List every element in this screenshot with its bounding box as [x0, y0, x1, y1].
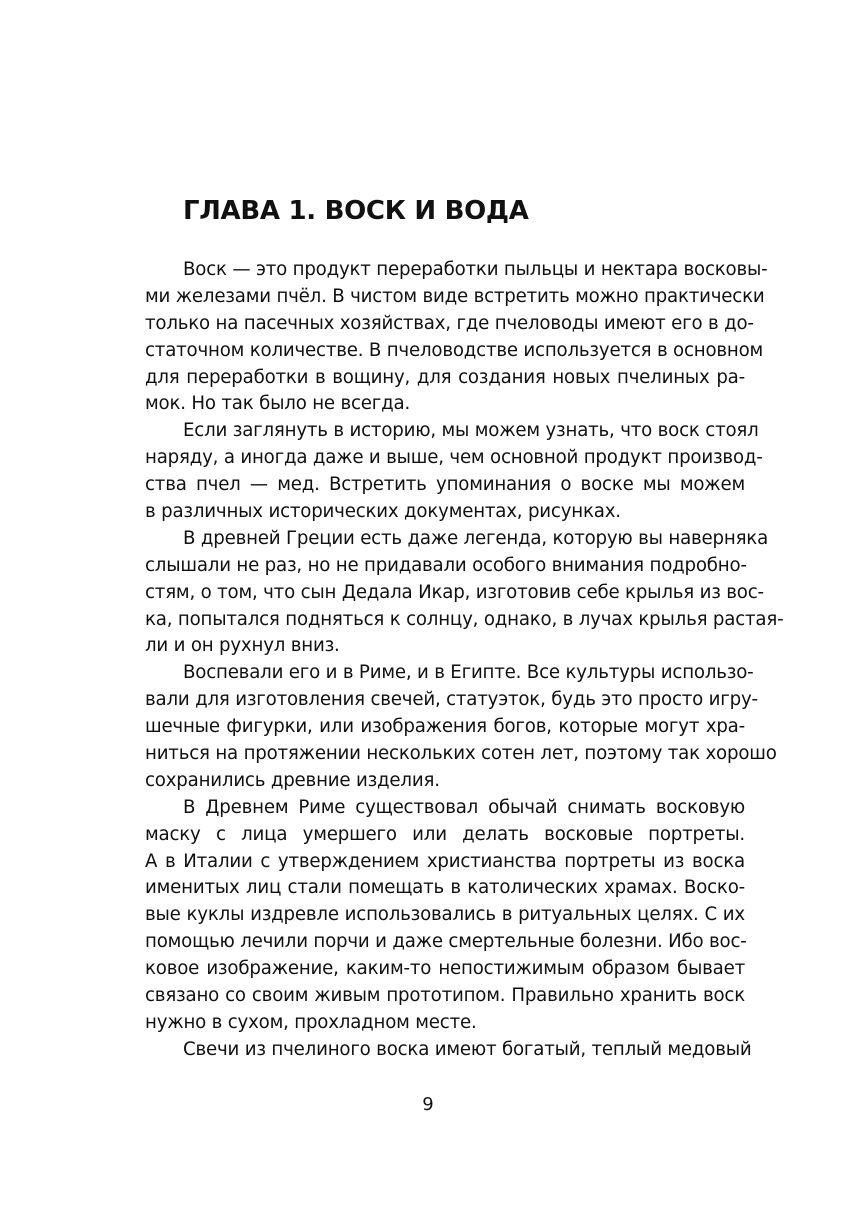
text-line: ства пчел — мед. Встретить упоминания о воске мы можем — [145, 474, 745, 496]
text-line: маску с лица умершего или делать восковые портреты. — [145, 823, 745, 845]
text-line: слышали не раз, но не придавали особого внимания подробно- — [145, 554, 747, 576]
page-number: 9 — [422, 1094, 434, 1115]
text-line: в различных исторических документах, рисунках. — [145, 501, 621, 523]
text-line: мок. Но так было не всегда. — [145, 393, 411, 415]
text-line: связано со своим живым прототипом. Правильно хранить воск — [145, 985, 745, 1007]
text-line: ка, попытался подняться к солнцу, однако, в лучах крылья растая- — [145, 608, 784, 630]
text-line: наряду, а иногда даже и выше, чем основной продукт производ- — [145, 447, 763, 469]
text-line: ковое изображение, каким-то непостижимым образом бывает — [145, 958, 745, 980]
text-line: для переработки в вощину, для создания новых пчелиных ра- — [145, 366, 745, 388]
text-line: вали для изготовления свечей, статуэток, будь это просто игру- — [145, 689, 758, 711]
body-text — [145, 257, 784, 1064]
text-line: стям, о том, что сын Дедала Икар, изготовив себе крылья из вос- — [145, 581, 764, 603]
text-line: ниться на протяжении нескольких сотен лет, поэтому так хорошо — [145, 743, 777, 765]
text-line: именитых лиц стали помещать в католических храмах. Воско- — [145, 877, 745, 899]
text-line: нужно в сухом, прохладном месте. — [145, 1011, 477, 1033]
text-line: Воспевали его и в Риме, и в Египте. Все культуры использо- — [183, 662, 754, 684]
text-line: статочном количестве. В пчеловодстве используется в основном — [145, 339, 764, 361]
text-line: А в Италии с утверждением христианства портреты из воска — [145, 850, 745, 872]
text-line: помощью лечили порчи и даже смертельные болезни. Ибо вос- — [145, 931, 747, 953]
text-line: вые куклы издревле использовались в ритуальных целях. С их — [145, 904, 745, 926]
text-line: Если заглянуть в историю, мы можем узнать, что воск стоял — [183, 420, 759, 442]
text-line: ли и он рухнул вниз. — [145, 635, 340, 657]
chapter-title: ГЛАВА 1. ВОСК И ВОДА — [183, 196, 529, 226]
text-line: только на пасечных хозяйствах, где пчеловоды имеют его в до- — [145, 312, 754, 334]
text-line: Свечи из пчелиного воска имеют богатый, теплый медовый — [183, 1038, 752, 1060]
text-line: В древней Греции есть даже легенда, которую вы наверняка — [183, 527, 769, 549]
text-line: Воск — это продукт переработки пыльцы и нектара восковы- — [183, 259, 768, 280]
text-line: В Древнем Риме существовал обычай снимать восковую — [183, 796, 745, 818]
text-line: сохранились древние изделия. — [145, 769, 440, 791]
text-line: ми железами пчёл. В чистом виде встретить можно практически — [145, 285, 765, 307]
text-line: шечные фигурки, или изображения богов, которые могут хра- — [145, 716, 745, 738]
